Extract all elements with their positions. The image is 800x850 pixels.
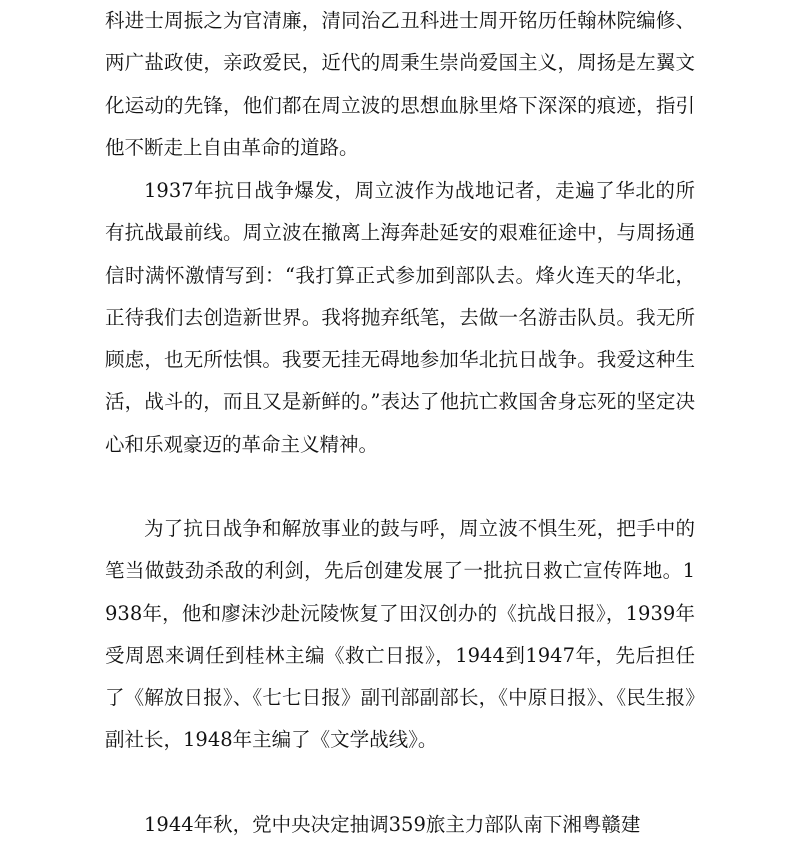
paragraph-2: 1937年抗日战争爆发，周立波作为战地记者，走遍了华北的所有抗战最前线。周立波在撤离上海奔赴延安的艰难征途中，与周扬通信时满怀激情写到：“我打算正式参加到部队去。烽火连天的华北，正待我们去创造新世界。我将抛弃纸笔，去做一名游击队员。我无所顾虑，也无所怯惧。我要无挂无碍地参加华北抗日战争。我爱这种生活，战斗的，而且又是新鲜的。”表达了他抗亡救国舍身忘死的坚定决心和乐观豪迈的革命主义精神。: [105, 179, 695, 456]
paragraph-1: 科进士周振之为官清廉，清同治乙丑科进士周开铭历任翰林院编修、两广盐政使，亲政爱民，近代的周秉生崇尚爱国主义，周扬是左翼文化运动的先锋，他们都在周立波的思想血脉里烙下深深的痕迹，指引他不断走上自由革命的道路。: [105, 9, 695, 159]
paragraph-4: 1944年秋，党中央决定抽调359旅主力部队南下湘粤赣建: [144, 813, 641, 836]
paragraph-3: 为了抗日战争和解放事业的鼓与呼，周立波不惧生死，把手中的笔当做鼓劲杀敌的利剑，先后创建发展了一批抗日救亡宣传阵地。1938年，他和廖沫沙赴沅陵恢复了田汉创办的《抗战日报》，1939年受周恩来调任到桂林主编《救亡日报》，1944到1947年，先后担任了《解放日报》、《七七日报》副刊部副部长，《中原日报》、《民生报》副社长，1948年主编了《文学战线》。: [105, 517, 695, 752]
